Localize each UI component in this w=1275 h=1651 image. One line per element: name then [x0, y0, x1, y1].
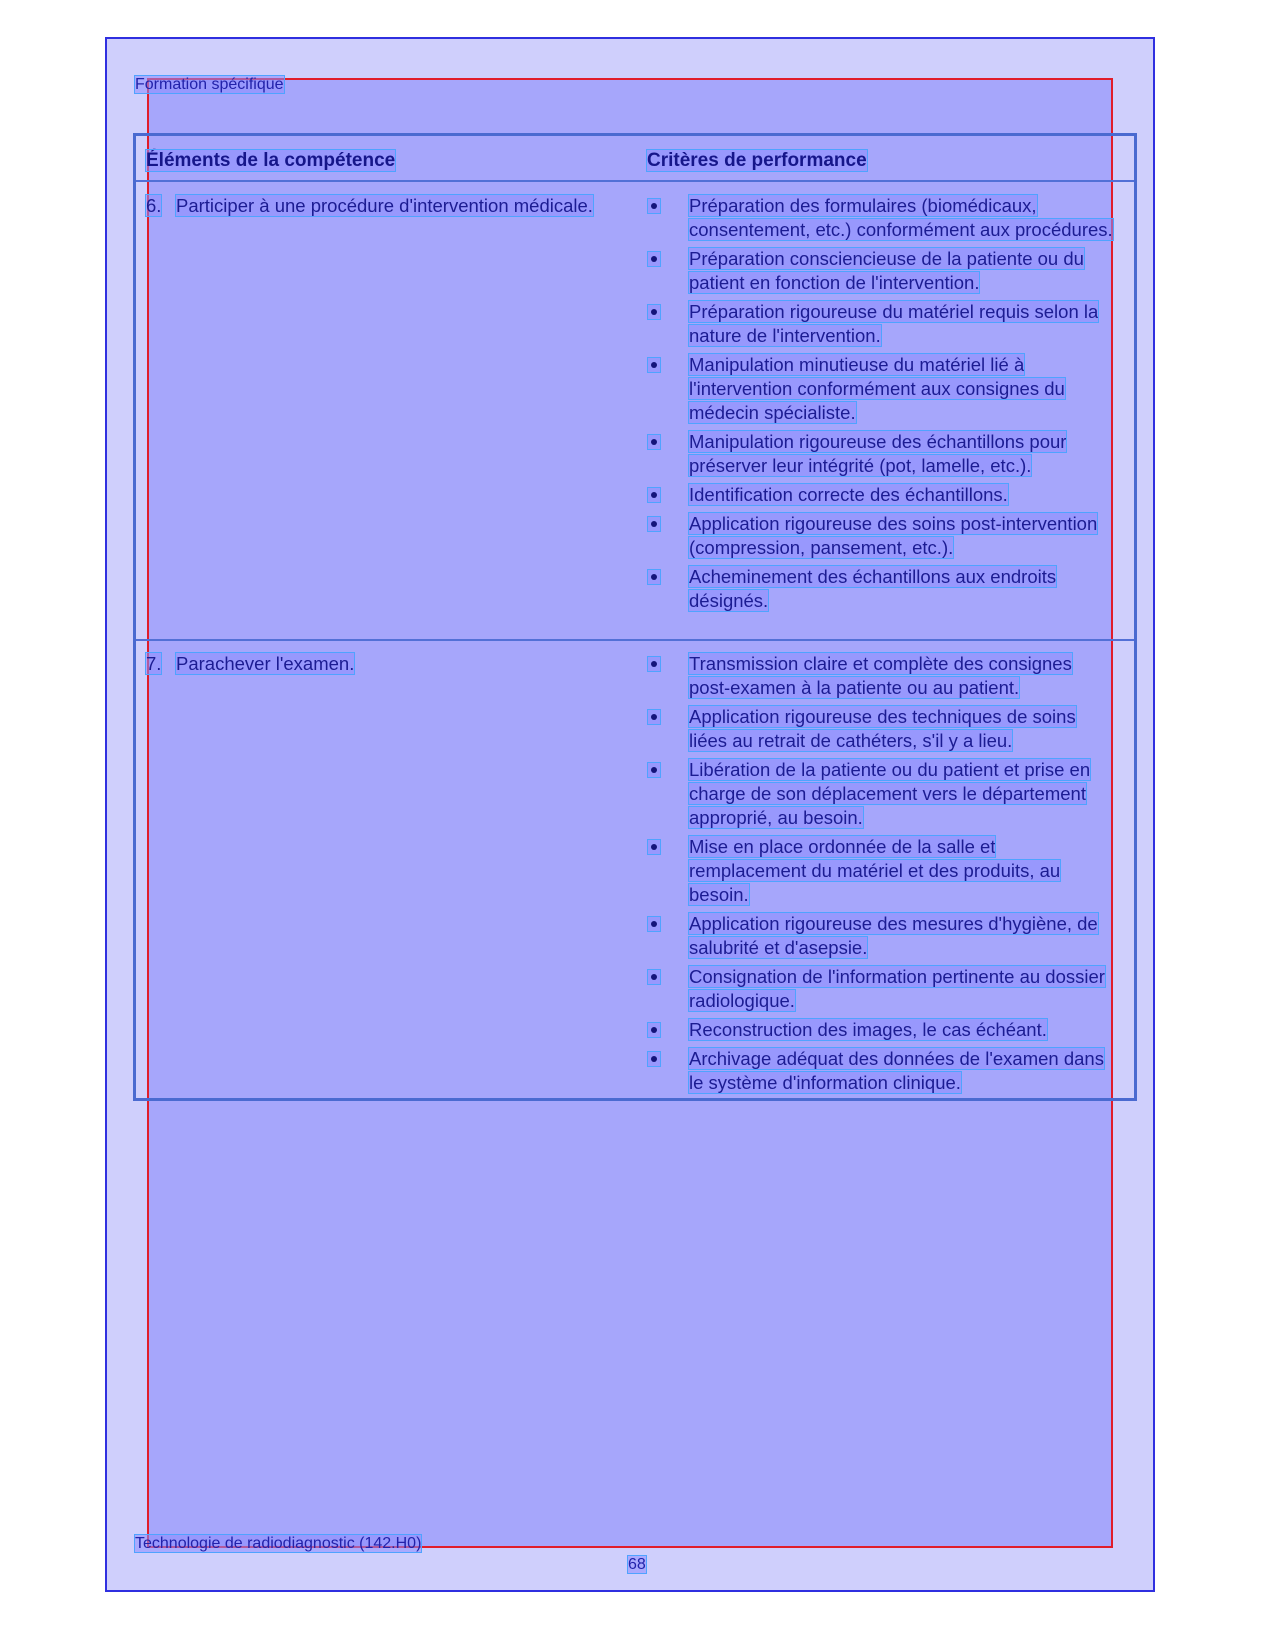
criterion-item — [647, 353, 1117, 425]
criterion-item — [647, 247, 1117, 295]
section-title — [135, 76, 284, 94]
footer-program — [135, 1535, 421, 1553]
bullet-icon — [648, 763, 660, 777]
criterion-item — [647, 430, 1117, 478]
criterion-text: Manipulation rigoureuse des échantillons pour préserver leur intégrité (pot, lamelle, etc.). — [689, 431, 1067, 476]
element-number — [146, 194, 161, 218]
element-number — [146, 652, 161, 676]
criterion-text: Manipulation minutieuse du matériel lié à l'intervention conformément aux consignes du médecin spécialiste. — [689, 354, 1065, 423]
bullet-icon — [648, 657, 660, 671]
criterion-text: Préparation des formulaires (biomédicaux, consentement, etc.) conformément aux procédures. — [689, 195, 1113, 240]
criterion-item — [647, 758, 1117, 830]
element-number-text: 7. — [146, 653, 162, 674]
criterion-item — [647, 1047, 1117, 1095]
criterion-text: Archivage adéquat des données de l'examen dans le système d'information clinique. — [689, 1048, 1104, 1093]
page-number-text: 68 — [628, 1556, 646, 1573]
criterion-text: Consignation de l'information pertinente au dossier radiologique. — [689, 966, 1105, 1011]
criterion-text: Préparation consciencieuse de la patiente ou du patient en fonction de l'intervention. — [689, 248, 1084, 293]
bullet-icon — [648, 435, 660, 449]
element-description — [176, 652, 646, 676]
table-header — [136, 136, 1134, 182]
bullet-icon — [648, 488, 660, 502]
element-number-text: 6. — [146, 195, 162, 216]
bullet-icon — [648, 358, 660, 372]
column-header-criteria-text: Critères de performance — [647, 150, 867, 171]
criterion-item — [647, 705, 1117, 753]
criterion-text: Application rigoureuse des mesures d'hygiène, de salubrité et d'asepsie. — [689, 913, 1098, 958]
bullet-icon — [648, 1052, 660, 1066]
criterion-text: Préparation rigoureuse du matériel requis selon la nature de l'intervention. — [689, 301, 1099, 346]
criterion-text: Reconstruction des images, le cas échéant. — [689, 1019, 1047, 1040]
criterion-item — [647, 512, 1117, 560]
bullet-icon — [648, 570, 660, 584]
bullet-icon — [648, 917, 660, 931]
criterion-item — [647, 483, 1117, 507]
bullet-icon — [648, 305, 660, 319]
element-description — [176, 194, 646, 218]
criterion-text: Application rigoureuse des soins post-intervention (compression, pansement, etc.). — [689, 513, 1098, 558]
bullet-icon — [648, 199, 660, 213]
criterion-text: Acheminement des échantillons aux endroits désignés. — [689, 566, 1057, 611]
footer-program-text: Technologie de radiodiagnostic (142.H0) — [135, 1535, 422, 1552]
competency-table — [133, 133, 1137, 1101]
page-number — [628, 1556, 646, 1574]
element-description-text: Parachever l'examen. — [176, 653, 355, 674]
section-title-text: Formation spécifique — [135, 76, 284, 93]
criteria-list-6 — [647, 194, 1117, 618]
criterion-text: Transmission claire et complète des consignes post-examen à la patiente ou au patient. — [689, 653, 1072, 698]
element-description-text: Participer à une procédure d'intervention médicale. — [176, 195, 593, 216]
criterion-item — [647, 194, 1117, 242]
bullet-icon — [648, 1023, 660, 1037]
criterion-text: Identification correcte des échantillons. — [689, 484, 1008, 505]
criterion-item — [647, 835, 1117, 907]
column-header-elements-text: Éléments de la compétence — [146, 150, 396, 171]
bullet-icon — [648, 710, 660, 724]
criterion-item — [647, 565, 1117, 613]
row-divider — [136, 639, 1134, 641]
column-header-criteria — [647, 150, 867, 172]
criterion-item — [647, 965, 1117, 1013]
bullet-icon — [648, 970, 660, 984]
criterion-item — [647, 300, 1117, 348]
criterion-item — [647, 652, 1117, 700]
criterion-text: Libération de la patiente ou du patient et prise en charge de son déplacement vers le département approprié, au besoin. — [689, 759, 1091, 828]
bullet-icon — [648, 840, 660, 854]
column-header-elements — [146, 150, 395, 172]
criterion-text: Mise en place ordonnée de la salle et remplacement du matériel et des produits, au besoin. — [689, 836, 1061, 905]
criterion-text: Application rigoureuse des techniques de soins liées au retrait de cathéters, s'il y a lieu. — [689, 706, 1076, 751]
criterion-item — [647, 1018, 1117, 1042]
criterion-item — [647, 912, 1117, 960]
criteria-list-7 — [647, 652, 1117, 1100]
bullet-icon — [648, 517, 660, 531]
bullet-icon — [648, 252, 660, 266]
